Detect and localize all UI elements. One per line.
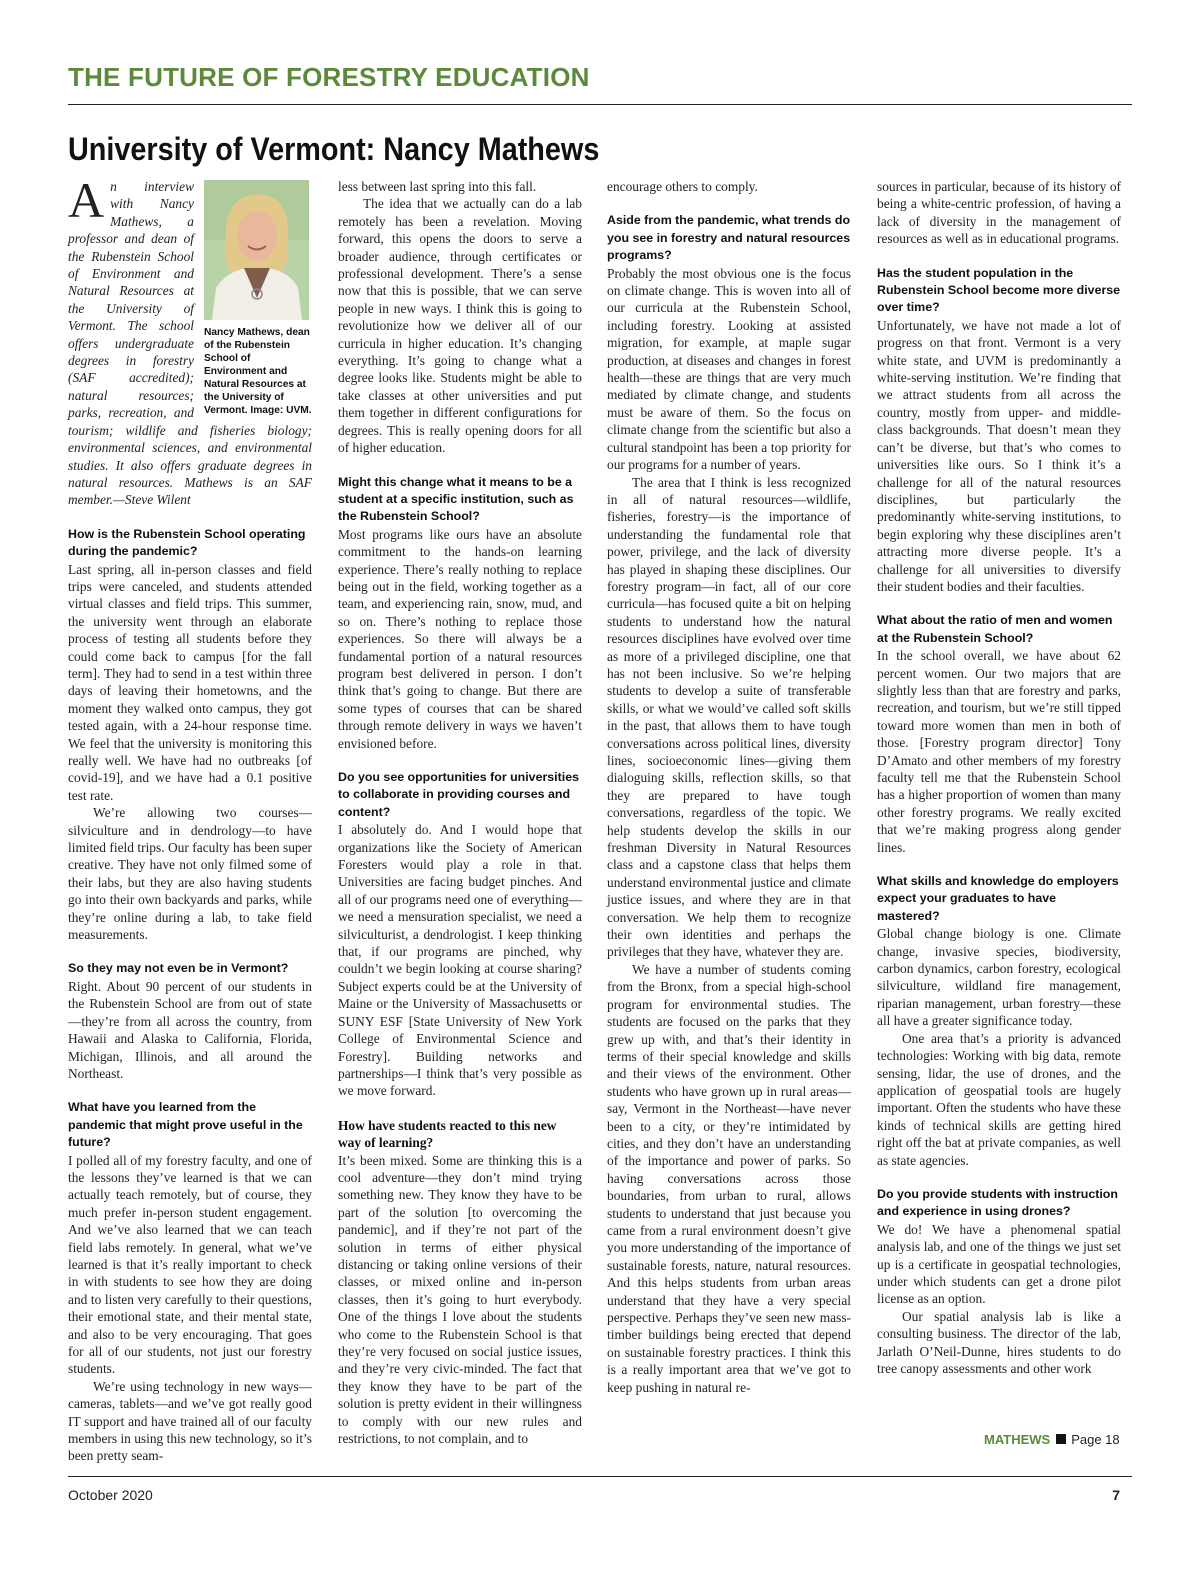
intro-text: n interview with Nancy Mathews, a professor and dean of the Rubenstein School of Environment and Natural Resources at the University of Vermont. The school offers undergraduate degrees in forestry (SAF accredited); natural resources; parks, recreation, and tourism; wildlife and fisheries biology; environmental sciences, and environmental studies. It also offers graduate degrees in natural resources. Mathews is an SAF member.—Steve Wilent: [68, 179, 312, 508]
question-heading: Aside from the pandemic, what trends do you see in forestry and natural resources programs?: [607, 213, 851, 263]
square-bullet-icon: [1056, 1434, 1066, 1444]
column-2: [338, 178, 582, 1447]
answer-paragraph: Probably the most obvious one is the focus on climate change. This is woven into all of our curricula at the Rubenstein School, including forestry. Looking at assisted migration, for example, at maple sugar production, at diseases and changes in forest health—these are things that are very much mediated by climate change, and students must be aware of them. So the focus on climate change from the scientific but also a cultural standpoint has been a top priority for our programs for a number of years.: [607, 265, 851, 473]
continued-page: Page 18: [1071, 1432, 1120, 1447]
answer-paragraph: less between last spring into this fall.: [338, 179, 537, 194]
question-heading: What have you learned from the pandemic that might prove useful in the future?: [68, 1100, 303, 1150]
answer-paragraph: Right. About 90 percent of our students in the Rubenstein School are from out of state—they’re from all across the country, from Hawaii and Alaska to California, Florida, Michigan, Illinois, and all around the Northeast.: [68, 978, 312, 1081]
answer-paragraph: We’re using technology in new ways—cameras, tablets—and we’ve got really good IT support and have trained all of our faculty members in using this new technology, so it’s been pretty seam-: [68, 1378, 312, 1464]
answer-paragraph: sources in particular, because of its history of being a white-centric profession, of having a lack of diversity in the management of resources as well as in educational programs.: [877, 179, 1121, 247]
drop-cap: A: [68, 172, 105, 228]
continued-on-link[interactable]: [984, 1432, 1120, 1447]
answer-paragraph: I polled all of my forestry faculty, and one of the lessons they’ve learned is that we can actually teach remotely, but of course, they much prefer in-person student engagement. And we’ve also learned that we can teach field labs remotely. In general, what we’ve learned is that it’s really important to check in with students to see how they are doing and to listen very carefully to their questions, their emotional state, and their mental state, and also to be very encouraging. That goes for all of our students, not just our forestry students.: [68, 1152, 312, 1377]
section-title: THE FUTURE OF FORESTRY EDUCATION: [68, 62, 590, 92]
column-4: [877, 178, 1121, 1377]
answer-paragraph: Most programs like ours have an absolute commitment to the hands-on learning experience. There’s really nothing to replace being out in the field, working together as a team, and experiencing rain, snow, mud, and so on. There’s nothing to replace those experiences. So there will always be a fundamental portion of a natural resources program best delivered in person. I don’t think that’s going to change. But there are some types of courses that can be shared through remote delivery in ways we haven’t envisioned before.: [338, 526, 582, 751]
column-3: [607, 178, 851, 1396]
question-heading: So they may not even be in Vermont?: [68, 961, 289, 976]
footer-page-number: 7: [1112, 1487, 1120, 1503]
column-1: [68, 172, 312, 1465]
answer-paragraph: We’re allowing two courses—silviculture and in dendrology—to have limited field trips. Our faculty has been super creative. They have not only filmed some of their labs, but they are also having students go into their own backyards and parks, while they’re online during a lab, to take field measurements.: [68, 805, 312, 943]
question-heading: What skills and knowledge do employers expect your graduates to have mastered?: [877, 874, 1119, 923]
photo-caption: Nancy Mathews, dean of the Rubenstein School of Environment and Natural Resources at the University of Vermont. Image: UVM.: [204, 327, 312, 416]
photo-block: [204, 180, 312, 417]
answer-paragraph: Unfortunately, we have not made a lot of progress on that front. Vermont is a very white state, and UVM is predominantly a white-serving institution. We’re finding that we attract students from all across the country, mostly from upper- and middle-class backgrounds. That doesn’t mean they can’t be diverse, but that’s who comes to universities like ours. So I think it’s a challenge for all of the natural resources disciplines, but particularly the predominantly white-serving institutions, to begin exploring why these disciplines aren’t attracting more diverse people. It’s a challenge for all universities to diversify their student bodies and their faculties.: [877, 317, 1121, 594]
answer-paragraph: Last spring, all in-person classes and field trips were canceled, and students attended virtual classes and field trips. This summer, the university went through an elaborate process of testing all students before they could come back to campus [for the fall term]. They had to send in a test within three days of leaving their hometowns, and the moment they walked onto campus, they got tested again, with a 24-hour response time. We feel that the university is monitoring this really well. We have had no outbreaks [of covid-19], and we have had a 0.1 positive test rate.: [68, 561, 312, 803]
bottom-rule: [68, 1476, 1132, 1477]
answer-paragraph: In the school overall, we have about 62 percent women. Our two majors that are slightly less than that are forestry and parks, recreation, and tourism, but we’re still tipped toward more women than men in both of those. [Forestry program director] Tony D’Amato and other members of my forestry faculty tell me that the Rubenstein School has a higher proportion of women than many other forestry programs. We really excited that we’re making progress along gender lines.: [877, 648, 1121, 855]
question-heading: Do you see opportunities for universities to collaborate in providing courses and content?: [338, 770, 579, 819]
question-heading: Has the student population in the Rubenstein School become more diverse over time?: [877, 265, 1121, 315]
article-headline: University of Vermont: Nancy Mathews: [68, 131, 600, 167]
answer-paragraph: encourage others to comply.: [607, 179, 758, 194]
question-heading: Do you provide students with instruction and experience in using drones?: [877, 1186, 1118, 1219]
portrait-photo: [204, 180, 309, 320]
top-rule: [68, 104, 1132, 105]
answer-paragraph: One area that’s a priority is advanced technologies: Working with big data, remote sensing, lidar, the use of drones, and the application of geospatial tools are hugely important. Often the students who have these kinds of technical skills are getting hired right off the bat at private companies, as well as state agencies.: [877, 1030, 1121, 1168]
question-heading: How have students reacted to this new way of learning?: [338, 1117, 557, 1151]
face: [237, 211, 277, 261]
answer-paragraph: I absolutely do. And I would hope that organizations like the Society of American Foresters would play a role in that. Universities are facing budget pinches. And all of our programs need one of everything—we need a mensuration specialist, we need a silviculturist, a dendrologist. I keep thinking that, if our programs are pinched, why couldn’t we begin looking at course sharing? Subject experts could be at the University of Maine or the University of Massachusetts or SUNY ESF [State University of New York College of Environmental Science and Forestry]. Building networks and partnerships—I think that’s very possible as we move forward.: [338, 822, 582, 1099]
answer-paragraph: We do! We have a phenomenal spatial analysis lab, and one of the things we just set up is a certificate in geospatial technologies, under which students can get a drone pilot license as an option.: [877, 1221, 1121, 1307]
answer-paragraph: Our spatial analysis lab is like a consulting business. The director of the lab, Jarlath O’Neil-Dunne, hires students to do tree canopy assessments and other work: [877, 1308, 1121, 1376]
continued-label: MATHEWS: [984, 1432, 1051, 1447]
answer-paragraph: The area that I think is less recognized in all of natural resources—wildlife, fisheries, forestry—is the importance of understanding the fundamental role that power, privilege, and the lack of diversity has played in shaping these disciplines. Our forestry program—in fact, all of our core curricula—has focused quite a bit on helping students to understand how the natural resources disciplines have evolved over time as more of a privileged discipline, one that has not been inclusive. So we’re helping students to develop a suite of transferable skills, or what we would’ve called soft skills in the past, that allows them to have tough conversations across political lines, diversity lines, socioeconomic lines—giving them dialoguing skills, reflection skills, so that they are prepared to have tough conversations, regardless of the topic. We help students develop the skills in our freshman Diversity in Natural Resources class and a capstone class that helps them understand environmental justice and climate justice issues, and where they are in that conversation. We help them to recognize their own identities and perhaps the privileges that they have, whatever they are.: [607, 474, 851, 960]
question-heading: Might this change what it means to be a student at a specific institution, such as the Rubenstein School?: [338, 474, 574, 524]
answer-paragraph: We have a number of students coming from the Bronx, from a special high-school program for environmental studies. The students are focused on the parks that they grew up with, and that’s their identity in terms of their special knowledge and skills and their views of the environment. Other students who have grown up in rural areas—say, Vermont in the Northeast—have never been to a city, or they’re intimidated by cities, and they don’t have an understanding of the importance and power of parks. So having conversations across those boundaries, from urban to rural, allows students to understand that just because you came from a rural environment doesn’t give you more understanding of the importance of sustainable forests, nature, natural resources. And this helps students from urban areas understand that they have a very special perspective. Perhaps they’ve seen new mass-timber buildings being erected that depend on sustainable forestry practices. I think this is a really important area that we’ve got to keep pushing in natural re-: [607, 961, 851, 1395]
answer-paragraph: The idea that we actually can do a lab remotely has been a revelation. Moving forward, this opens the doors to serve a broader audience, through certificates or professional development. There’s a sense now that this is possible, that we can serve people in new ways. I think this is going to revolutionize how we deliver all of our curricula in higher education. It’s changing everything. It’s going to change what a degree looks like. Students might be able to take classes at other universities and put them together in different configurations for degrees. This is really opening doors for all of higher education.: [338, 196, 582, 456]
question-heading: How is the Rubenstein School operating during the pandemic?: [68, 526, 306, 559]
footer-date: October 2020: [68, 1487, 153, 1503]
question-heading: What about the ratio of men and women at the Rubenstein School?: [877, 613, 1113, 645]
answer-paragraph: It’s been mixed. Some are thinking this is a cool adventure—they don’t mind trying something new. They know they have to be part of the solution [to overcoming the pandemic], and if they’re not part of the solution in terms of either physical distancing or taking online versions of their classes, or mixed online and in-person classes, then it’s going to hurt everybody. One of the things I love about the students who come to the Rubenstein School is that they’re very focused on social justice issues, and they’re very civic-minded. The fact that they know they have to be part of the solution is pretty evident in their willingness to comply with our new rules and restrictions, to not complain, and to: [338, 1152, 582, 1447]
answer-paragraph: Global change biology is one. Climate change, invasive species, biodiversity, carbon dynamics, carbon forestry, ecological silviculture, wildland fire management, riparian management, urban forestry—these all have a greater significance today.: [877, 926, 1121, 1029]
